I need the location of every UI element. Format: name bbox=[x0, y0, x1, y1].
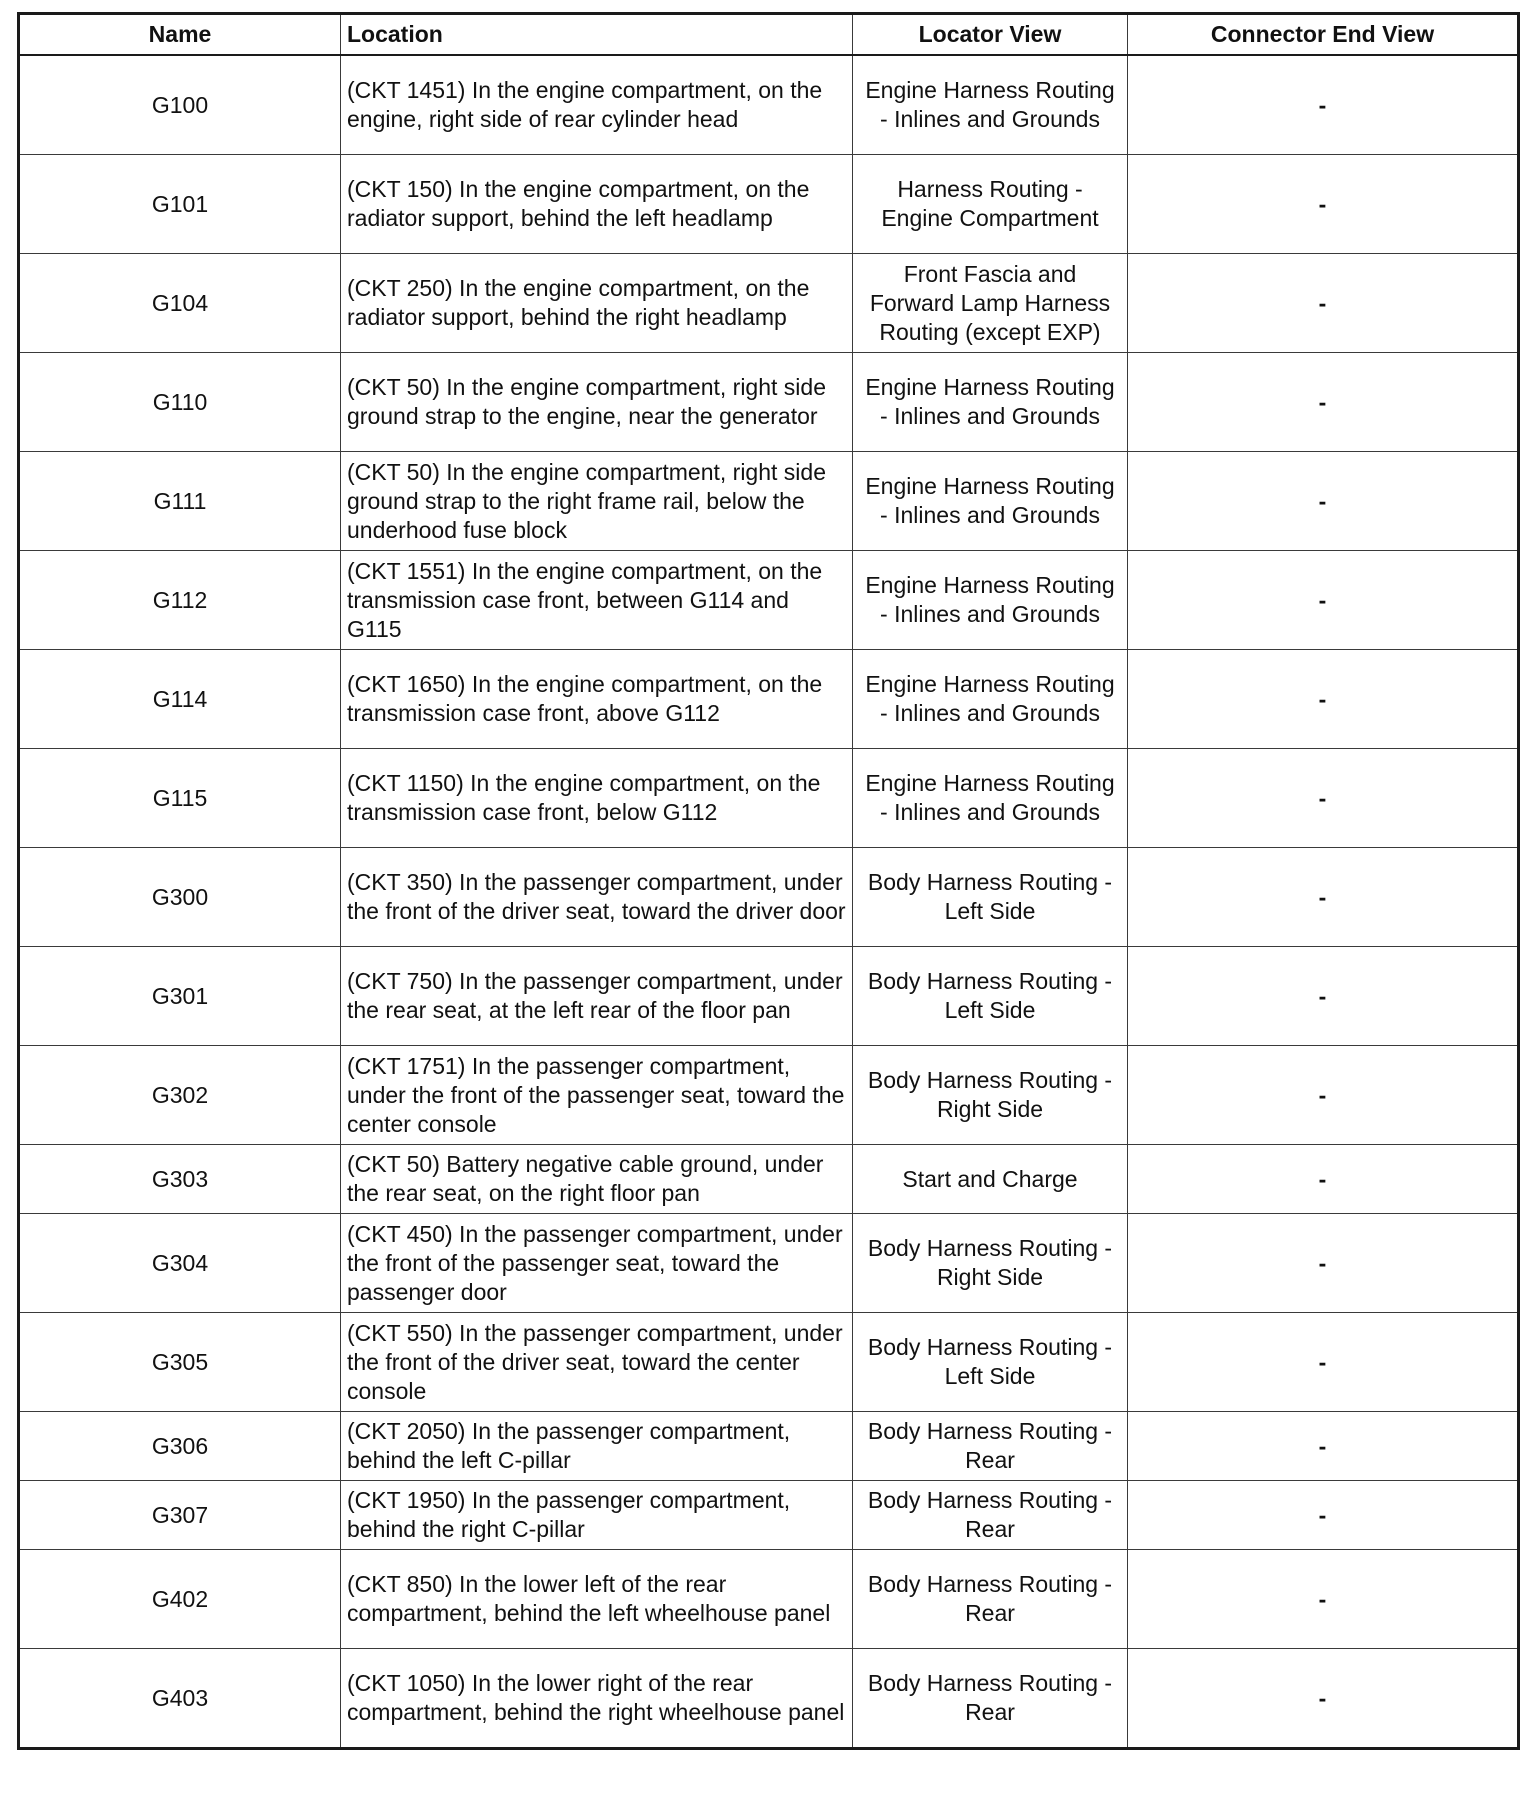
cell-connector-end-view: - bbox=[1128, 848, 1519, 947]
cell-name: G307 bbox=[19, 1481, 341, 1550]
table-row bbox=[19, 1214, 1519, 1313]
table-row bbox=[19, 1046, 1519, 1145]
cell-location: (CKT 850) In the lower left of the rear compartment, behind the left wheelhouse panel bbox=[341, 1550, 853, 1649]
cell-connector-end-view: - bbox=[1128, 1481, 1519, 1550]
cell-name: G300 bbox=[19, 848, 341, 947]
cell-locator-view: Harness Routing - Engine Compartment bbox=[853, 155, 1128, 254]
table-row bbox=[19, 1313, 1519, 1412]
cell-name: G305 bbox=[19, 1313, 341, 1412]
cell-connector-end-view: - bbox=[1128, 1649, 1519, 1749]
cell-connector-end-view: - bbox=[1128, 155, 1519, 254]
table-row bbox=[19, 1412, 1519, 1481]
cell-name: G402 bbox=[19, 1550, 341, 1649]
table-row bbox=[19, 55, 1519, 155]
cell-connector-end-view: - bbox=[1128, 947, 1519, 1046]
cell-locator-view: Body Harness Routing - Right Side bbox=[853, 1214, 1128, 1313]
cell-connector-end-view: - bbox=[1128, 1550, 1519, 1649]
cell-name: G111 bbox=[19, 452, 341, 551]
header-name: Name bbox=[19, 14, 341, 56]
cell-name: G403 bbox=[19, 1649, 341, 1749]
cell-name: G306 bbox=[19, 1412, 341, 1481]
cell-location: (CKT 50) In the engine compartment, right side ground strap to the engine, near the generator bbox=[341, 353, 853, 452]
cell-connector-end-view: - bbox=[1128, 1313, 1519, 1412]
cell-connector-end-view: - bbox=[1128, 55, 1519, 155]
cell-locator-view: Body Harness Routing - Right Side bbox=[853, 1046, 1128, 1145]
cell-location: (CKT 1751) In the passenger compartment, under the front of the passenger seat, toward the center console bbox=[341, 1046, 853, 1145]
cell-locator-view: Engine Harness Routing - Inlines and Grounds bbox=[853, 749, 1128, 848]
cell-name: G115 bbox=[19, 749, 341, 848]
cell-locator-view: Front Fascia and Forward Lamp Harness Routing (except EXP) bbox=[853, 254, 1128, 353]
cell-connector-end-view: - bbox=[1128, 1145, 1519, 1214]
cell-name: G304 bbox=[19, 1214, 341, 1313]
cell-location: (CKT 1950) In the passenger compartment, behind the right C-pillar bbox=[341, 1481, 853, 1550]
cell-connector-end-view: - bbox=[1128, 254, 1519, 353]
cell-name: G303 bbox=[19, 1145, 341, 1214]
table-row bbox=[19, 155, 1519, 254]
table-row bbox=[19, 254, 1519, 353]
cell-name: G104 bbox=[19, 254, 341, 353]
header-row bbox=[19, 14, 1519, 56]
cell-connector-end-view: - bbox=[1128, 452, 1519, 551]
cell-name: G301 bbox=[19, 947, 341, 1046]
cell-connector-end-view: - bbox=[1128, 650, 1519, 749]
cell-location: (CKT 750) In the passenger compartment, under the rear seat, at the left rear of the floor pan bbox=[341, 947, 853, 1046]
cell-locator-view: Body Harness Routing - Left Side bbox=[853, 947, 1128, 1046]
header-locator-view: Locator View bbox=[853, 14, 1128, 56]
cell-connector-end-view: - bbox=[1128, 353, 1519, 452]
cell-location: (CKT 50) Battery negative cable ground, under the rear seat, on the right floor pan bbox=[341, 1145, 853, 1214]
cell-location: (CKT 1551) In the engine compartment, on the transmission case front, between G114 and G115 bbox=[341, 551, 853, 650]
cell-locator-view: Engine Harness Routing - Inlines and Grounds bbox=[853, 55, 1128, 155]
table-row bbox=[19, 848, 1519, 947]
cell-locator-view: Body Harness Routing - Rear bbox=[853, 1550, 1128, 1649]
cell-location: (CKT 350) In the passenger compartment, under the front of the driver seat, toward the driver door bbox=[341, 848, 853, 947]
cell-locator-view: Engine Harness Routing - Inlines and Grounds bbox=[853, 650, 1128, 749]
cell-location: (CKT 1150) In the engine compartment, on the transmission case front, below G112 bbox=[341, 749, 853, 848]
cell-location: (CKT 1050) In the lower right of the rear compartment, behind the right wheelhouse panel bbox=[341, 1649, 853, 1749]
table-row bbox=[19, 1649, 1519, 1749]
cell-name: G101 bbox=[19, 155, 341, 254]
cell-locator-view: Engine Harness Routing - Inlines and Grounds bbox=[853, 452, 1128, 551]
table-row bbox=[19, 1145, 1519, 1214]
table-row bbox=[19, 749, 1519, 848]
table-row bbox=[19, 1550, 1519, 1649]
cell-name: G302 bbox=[19, 1046, 341, 1145]
table-body bbox=[19, 55, 1519, 1749]
cell-connector-end-view: - bbox=[1128, 1412, 1519, 1481]
cell-locator-view: Engine Harness Routing - Inlines and Grounds bbox=[853, 353, 1128, 452]
cell-name: G114 bbox=[19, 650, 341, 749]
table-row bbox=[19, 650, 1519, 749]
cell-locator-view: Engine Harness Routing - Inlines and Grounds bbox=[853, 551, 1128, 650]
cell-locator-view: Start and Charge bbox=[853, 1145, 1128, 1214]
table-row bbox=[19, 551, 1519, 650]
table-row bbox=[19, 947, 1519, 1046]
cell-connector-end-view: - bbox=[1128, 551, 1519, 650]
cell-name: G100 bbox=[19, 55, 341, 155]
cell-locator-view: Body Harness Routing - Rear bbox=[853, 1481, 1128, 1550]
table-row bbox=[19, 353, 1519, 452]
cell-location: (CKT 2050) In the passenger compartment, behind the left C-pillar bbox=[341, 1412, 853, 1481]
cell-location: (CKT 450) In the passenger compartment, under the front of the passenger seat, toward the passenger door bbox=[341, 1214, 853, 1313]
cell-locator-view: Body Harness Routing - Rear bbox=[853, 1412, 1128, 1481]
cell-connector-end-view: - bbox=[1128, 1046, 1519, 1145]
cell-location: (CKT 250) In the engine compartment, on the radiator support, behind the right headlamp bbox=[341, 254, 853, 353]
cell-location: (CKT 1451) In the engine compartment, on the engine, right side of rear cylinder head bbox=[341, 55, 853, 155]
cell-locator-view: Body Harness Routing - Left Side bbox=[853, 1313, 1128, 1412]
grounds-table bbox=[17, 12, 1520, 1750]
cell-connector-end-view: - bbox=[1128, 1214, 1519, 1313]
cell-locator-view: Body Harness Routing - Left Side bbox=[853, 848, 1128, 947]
table-header bbox=[19, 14, 1519, 56]
table-row bbox=[19, 452, 1519, 551]
cell-location: (CKT 50) In the engine compartment, right side ground strap to the right frame rail, below the underhood fuse block bbox=[341, 452, 853, 551]
cell-name: G110 bbox=[19, 353, 341, 452]
cell-location: (CKT 1650) In the engine compartment, on the transmission case front, above G112 bbox=[341, 650, 853, 749]
header-location: Location bbox=[341, 14, 853, 56]
cell-name: G112 bbox=[19, 551, 341, 650]
cell-locator-view: Body Harness Routing - Rear bbox=[853, 1649, 1128, 1749]
table-row bbox=[19, 1481, 1519, 1550]
header-connector-end-view: Connector End View bbox=[1128, 14, 1519, 56]
cell-location: (CKT 550) In the passenger compartment, under the front of the driver seat, toward the center console bbox=[341, 1313, 853, 1412]
cell-location: (CKT 150) In the engine compartment, on the radiator support, behind the left headlamp bbox=[341, 155, 853, 254]
cell-connector-end-view: - bbox=[1128, 749, 1519, 848]
